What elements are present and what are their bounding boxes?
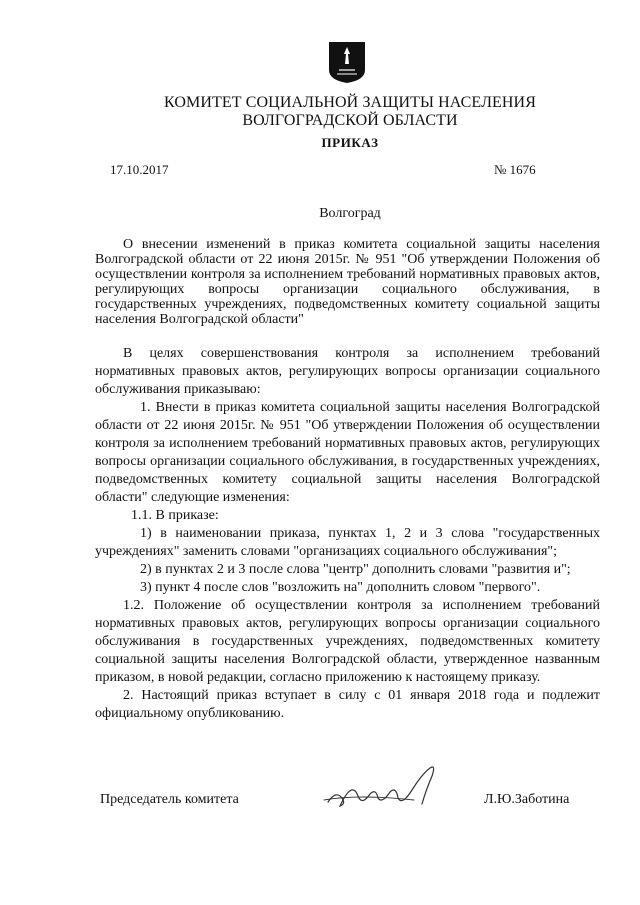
organization-name-line-2: ВОЛГОГРАДСКОЙ ОБЛАСТИ [242, 112, 458, 129]
organization-name-line-1: КОМИТЕТ СОЦИАЛЬНОЙ ЗАЩИТЫ НАСЕЛЕНИЯ [164, 94, 536, 111]
intro-paragraph: В целях совершенствования контроля за исполнением требований нормативных правовых актов, регулирующих вопросы организации социального обслуживания приказываю: [95, 346, 600, 397]
subitem-2: 2) в пунктах 2 и 3 после слова "центр" дополнить словами "развития и"; [140, 562, 571, 577]
document-number: № 1676 [494, 162, 536, 177]
volgograd-coat-of-arms-icon [327, 40, 367, 84]
item-2: 2. Настоящий приказ вступает в силу с 01 января 2018 года и подлежит официальному опубликованию. [95, 688, 600, 721]
document-city: Волгоград [319, 206, 381, 221]
handwritten-signature [318, 760, 468, 820]
signatory-name: Л.Ю.Заботина [484, 792, 570, 807]
document-body [95, 345, 600, 723]
item-1-2: 1.2. Положение об осуществлении контроля за исполнением требований нормативных правовых актов, регулирующих вопросы организации социального обслуживания в государственных учреждениях, подведомственных комитету социальной защиты населения Волгоградской области, утвержденное названным приказом, в новой редакции, согласно приложению к настоящему приказу. [95, 598, 600, 685]
document-subject: О внесении изменений в приказ комитета социальной защиты населения Волгоградской области от 22 июня 2015г. № 951 "Об утверждении Положения об осуществлении контроля за исполнением требований нормативных правовых актов, регулирующих вопросы организации социального обслуживания, в государственных учреждениях, подведомственных комитету социальной защиты населения Волгоградской области" [95, 237, 600, 327]
item-1-1: 1.1. В приказе: [131, 508, 219, 523]
signatory-role: Председатель комитета [100, 792, 239, 807]
item-1: 1. Внести в приказ комитета социальной защиты населения Волгоградской области от 22 июня 2015г. № 951 "Об утверждении Положения об осуществлении контроля за исполнением требований нормативных правовых актов, регулирующих вопросы организации социального обслуживания, в государственных учреждениях, подведомственных комитету социальной защиты населения Волгоградской области" следующие изменения: [95, 400, 600, 505]
subitem-1: 1) в наименовании приказа, пунктах 1, 2 и 3 слова "государственных учреждениях" заменить словами "организациях социального обслуживания"; [95, 526, 600, 559]
document-type: ПРИКАЗ [321, 135, 379, 150]
document-date: 17.10.2017 [110, 162, 169, 177]
subitem-3: 3) пункт 4 после слов "возложить на" дополнить словом "первого". [140, 580, 541, 595]
